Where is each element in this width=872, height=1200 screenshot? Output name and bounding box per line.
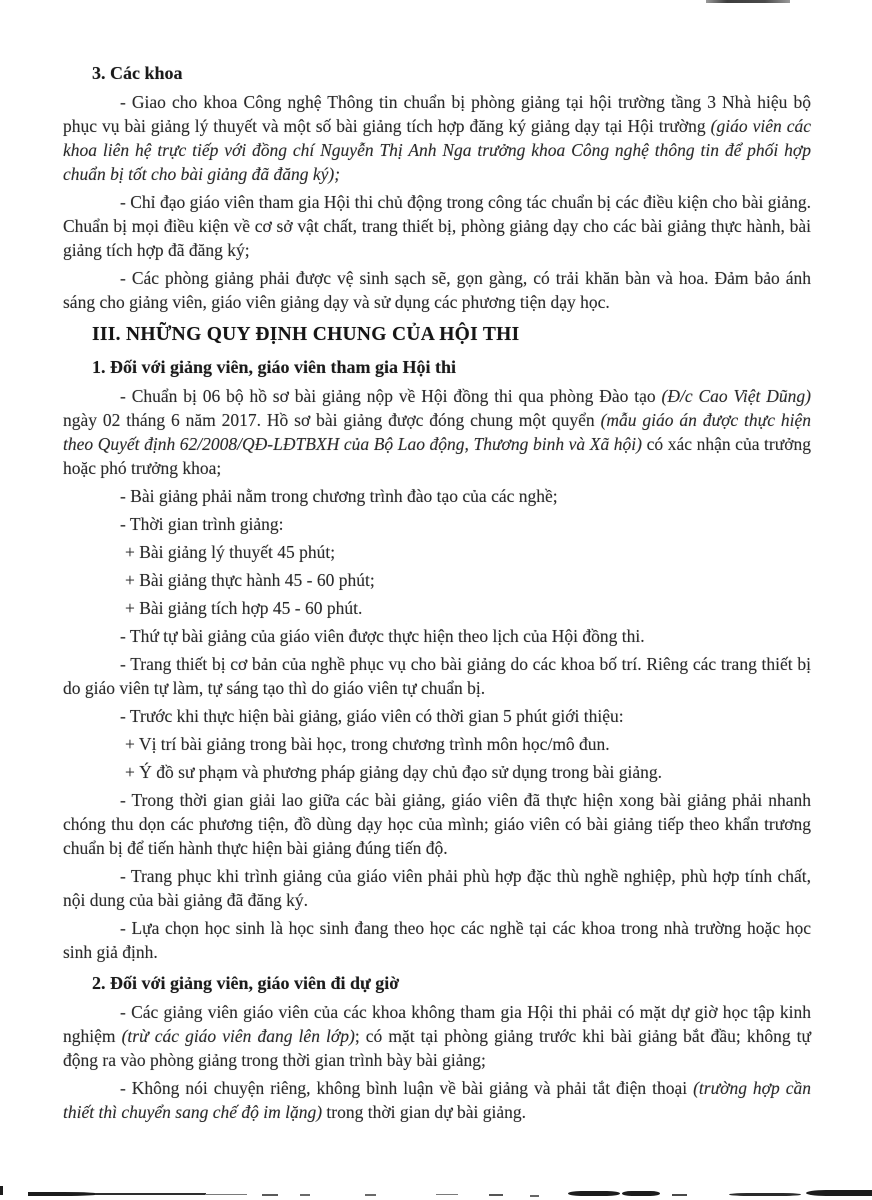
text-run: - Các giảng viên giáo viên của các khoa không tham gia Hội thi phải có mặt dự giờ học tập kinh nghiệm <box>63 1002 811 1046</box>
paragraph <box>63 484 811 508</box>
text-run: - Các phòng giảng phải được vệ sinh sạch sẽ, gọn gàng, có trải khăn bàn và hoa. Đảm bảo ánh sáng cho giảng viên, giáo viên giảng dạy và sử dụng các phương tiện dạy học. <box>63 268 811 312</box>
text-run: + Bài giảng thực hành 45 - 60 phút; <box>125 570 375 590</box>
scan-mark <box>28 1192 100 1196</box>
paragraph <box>63 788 811 860</box>
text-run: + Vị trí bài giảng trong bài học, trong chương trình môn học/mô đun. <box>125 734 610 754</box>
scan-mark <box>96 1193 206 1195</box>
paragraph <box>63 652 811 700</box>
paragraph <box>63 266 811 314</box>
paragraph <box>63 1000 811 1072</box>
text-run: - Bài giảng phải nằm trong chương trình đào tạo của các nghề; <box>120 486 558 506</box>
italic-text-run: (mẫu giáo án được thực hiện theo Quyết định 62/2008/QĐ-LĐTBXH của Bộ Lao động, Thương binh và Xã hội) <box>63 410 811 454</box>
paragraph <box>63 760 811 784</box>
scan-mark <box>530 1195 539 1197</box>
document-content <box>63 60 811 1124</box>
section-heading <box>63 970 811 996</box>
section-heading <box>63 60 811 86</box>
paragraph <box>63 1076 811 1124</box>
scan-artifact-top-bar <box>706 0 790 3</box>
text-run: ngày 02 tháng 6 năm 2017. Hồ sơ bài giảng được đóng chung một quyển <box>63 410 601 430</box>
scan-mark <box>806 1190 872 1196</box>
paragraph <box>63 512 811 536</box>
italic-text-run: (trừ các giáo viên đang lên lớp) <box>121 1026 355 1046</box>
text-run: - Không nói chuyện riêng, không bình luận về bài giảng và phải tắt điện thoại <box>120 1078 694 1098</box>
scan-mark <box>262 1194 278 1196</box>
text-run: - Giao cho khoa Công nghệ Thông tin chuẩn bị phòng giảng tại hội trường tầng 3 Nhà hiệu bộ phục vụ bài giảng lý thuyết và một số bài giảng tích hợp đăng ký giảng dạy tại Hội trường <box>63 92 811 136</box>
text-run: có xác nhận của trưởng hoặc phó trưởng khoa; <box>63 434 811 478</box>
paragraph <box>63 596 811 620</box>
paragraph <box>63 732 811 756</box>
italic-text-run: (giáo viên các khoa liên hệ trực tiếp với đồng chí Nguyễn Thị Anh Nga trưởng khoa Công nghệ thông tin để phối hợp chuẩn bị tốt cho bài giảng đã đăng ký); <box>63 116 811 184</box>
scan-mark <box>489 1194 503 1196</box>
scan-mark <box>0 1186 3 1195</box>
italic-text-run: (Đ/c Cao Việt Dũng) <box>661 386 812 406</box>
text-run: + Bài giảng tích hợp 45 - 60 phút. <box>125 598 363 618</box>
scan-mark <box>568 1191 620 1196</box>
text-run: - Thứ tự bài giảng của giáo viên được thực hiện theo lịch của Hội đồng thi. <box>120 626 645 646</box>
paragraph <box>63 190 811 262</box>
scan-mark <box>436 1194 458 1195</box>
text-run: - Lựa chọn học sinh là học sinh đang theo học các nghề tại các khoa trong nhà trường hoặc học sinh giả định. <box>63 918 811 962</box>
paragraph <box>63 568 811 592</box>
italic-text-run: (trường hợp cần thiết thì chuyển sang chế độ im lặng) <box>63 1078 811 1122</box>
paragraph <box>63 384 811 480</box>
paragraph <box>63 916 811 964</box>
paragraph <box>63 624 811 648</box>
text-run: ; có mặt tại phòng giảng trước khi bài giảng bắt đầu; không tự động ra vào phòng giảng trong thời gian trình bày bài giảng; <box>63 1026 812 1070</box>
scan-mark <box>622 1191 660 1196</box>
text-run: - Trước khi thực hiện bài giảng, giáo viên có thời gian 5 phút giới thiệu: <box>120 706 624 726</box>
text-run: - Thời gian trình giảng: <box>120 514 284 534</box>
text-run: III. NHỮNG QUY ĐỊNH CHUNG CỦA HỘI THI <box>92 324 520 345</box>
text-run: - Trang phục khi trình giảng của giáo viên phải phù hợp đặc thù nghề nghiệp, phù hợp tính chất, nội dung của bài giảng đã đăng ký. <box>63 866 811 910</box>
section-heading <box>63 354 811 380</box>
text-run: trong thời gian dự bài giảng. <box>322 1102 526 1122</box>
text-run: 3. Các khoa <box>92 63 183 83</box>
text-run: 2. Đối với giảng viên, giáo viên đi dự giờ <box>92 973 400 993</box>
scan-mark <box>205 1194 247 1195</box>
paragraph <box>63 90 811 186</box>
text-run: 1. Đối với giảng viên, giáo viên tham gia Hội thi <box>92 357 456 377</box>
scan-mark <box>300 1194 310 1196</box>
paragraph <box>63 540 811 564</box>
scan-mark <box>672 1194 687 1196</box>
paragraph <box>63 864 811 912</box>
paragraph <box>63 704 811 728</box>
text-run: - Chuẩn bị 06 bộ hồ sơ bài giảng nộp về Hội đồng thi qua phòng Đào tạo <box>120 386 662 406</box>
text-run: - Chỉ đạo giáo viên tham gia Hội thi chủ động trong công tác chuẩn bị các điều kiện cho bài giảng. Chuẩn bị mọi điều kiện về cơ sở vật chất, trang thiết bị, phòng giảng dạy cho các bài giảng thực hành, bài giảng tích hợp đã đăng ký; <box>63 192 811 260</box>
text-run: - Trang thiết bị cơ bản của nghề phục vụ cho bài giảng do các khoa bố trí. Riêng các trang thiết bị do giáo viên tự làm, tự sáng tạo thì do giáo viên tự chuẩn bị. <box>63 654 811 698</box>
section-heading <box>63 321 811 348</box>
scan-mark <box>729 1193 801 1196</box>
scan-mark <box>365 1194 376 1196</box>
text-run: + Ý đồ sư phạm và phương pháp giảng dạy chủ đạo sử dụng trong bài giảng. <box>125 762 663 782</box>
text-run: + Bài giảng lý thuyết 45 phút; <box>125 542 336 562</box>
text-run: - Trong thời gian giải lao giữa các bài giảng, giáo viên đã thực hiện xong bài giảng phải nhanh chóng thu dọn các phương tiện, đồ dùng dạy học của mình; giáo viên có bài giảng tiếp theo khẩn trương chuẩn bị để tiến hành thực hiện bài giảng đúng tiến độ. <box>63 790 811 858</box>
